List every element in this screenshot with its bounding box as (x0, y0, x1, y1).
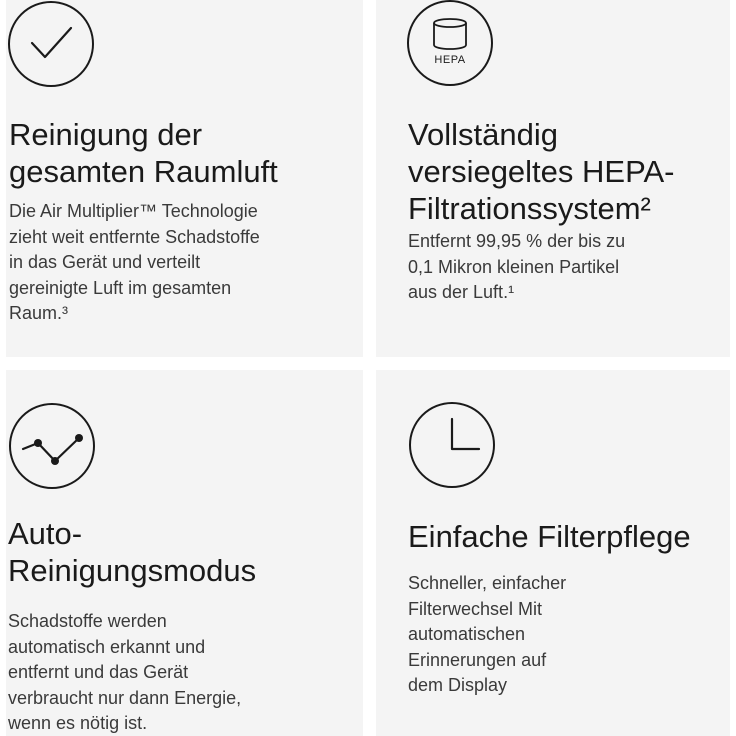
feature-card-whole-room-cleaning (6, 0, 363, 357)
feature-title: Einfache Filterpflege (408, 519, 691, 554)
checkmark-icon (8, 1, 94, 87)
clock-icon (409, 402, 495, 488)
feature-description: Schneller, einfacher Filterwechsel Mit automatischen Erinnerungen auf dem Display (408, 573, 567, 695)
feature-card-auto-mode (6, 370, 363, 736)
feature-description: Die Air Multiplier™ Technologie zieht weit entfernte Schadstoffe in das Gerät und verteilt gereinigte Luft im gesamten Raum.³ (9, 201, 260, 323)
hepa-icon-label: HEPA (434, 54, 466, 66)
feature-title: Reinigung der gesamten Raumluft (9, 117, 278, 189)
feature-card-filter-care (376, 370, 730, 736)
feature-description: Entfernt 99,95 % der bis zu 0,1 Mikron kleinen Partikel aus der Luft.¹ (408, 231, 626, 302)
line-graph-icon (9, 403, 95, 489)
hepa-filter-icon (407, 0, 493, 86)
feature-card-hepa-filtration (376, 0, 730, 357)
feature-title: Vollständig versiegeltes HEPA- Filtrationssystem² (408, 117, 675, 226)
feature-description: Schadstoffe werden automatisch erkannt und entfernt und das Gerät verbraucht nur dann Energie, wenn es nötig ist. (8, 611, 242, 733)
feature-title: Auto- Reinigungsmodus (8, 516, 257, 588)
